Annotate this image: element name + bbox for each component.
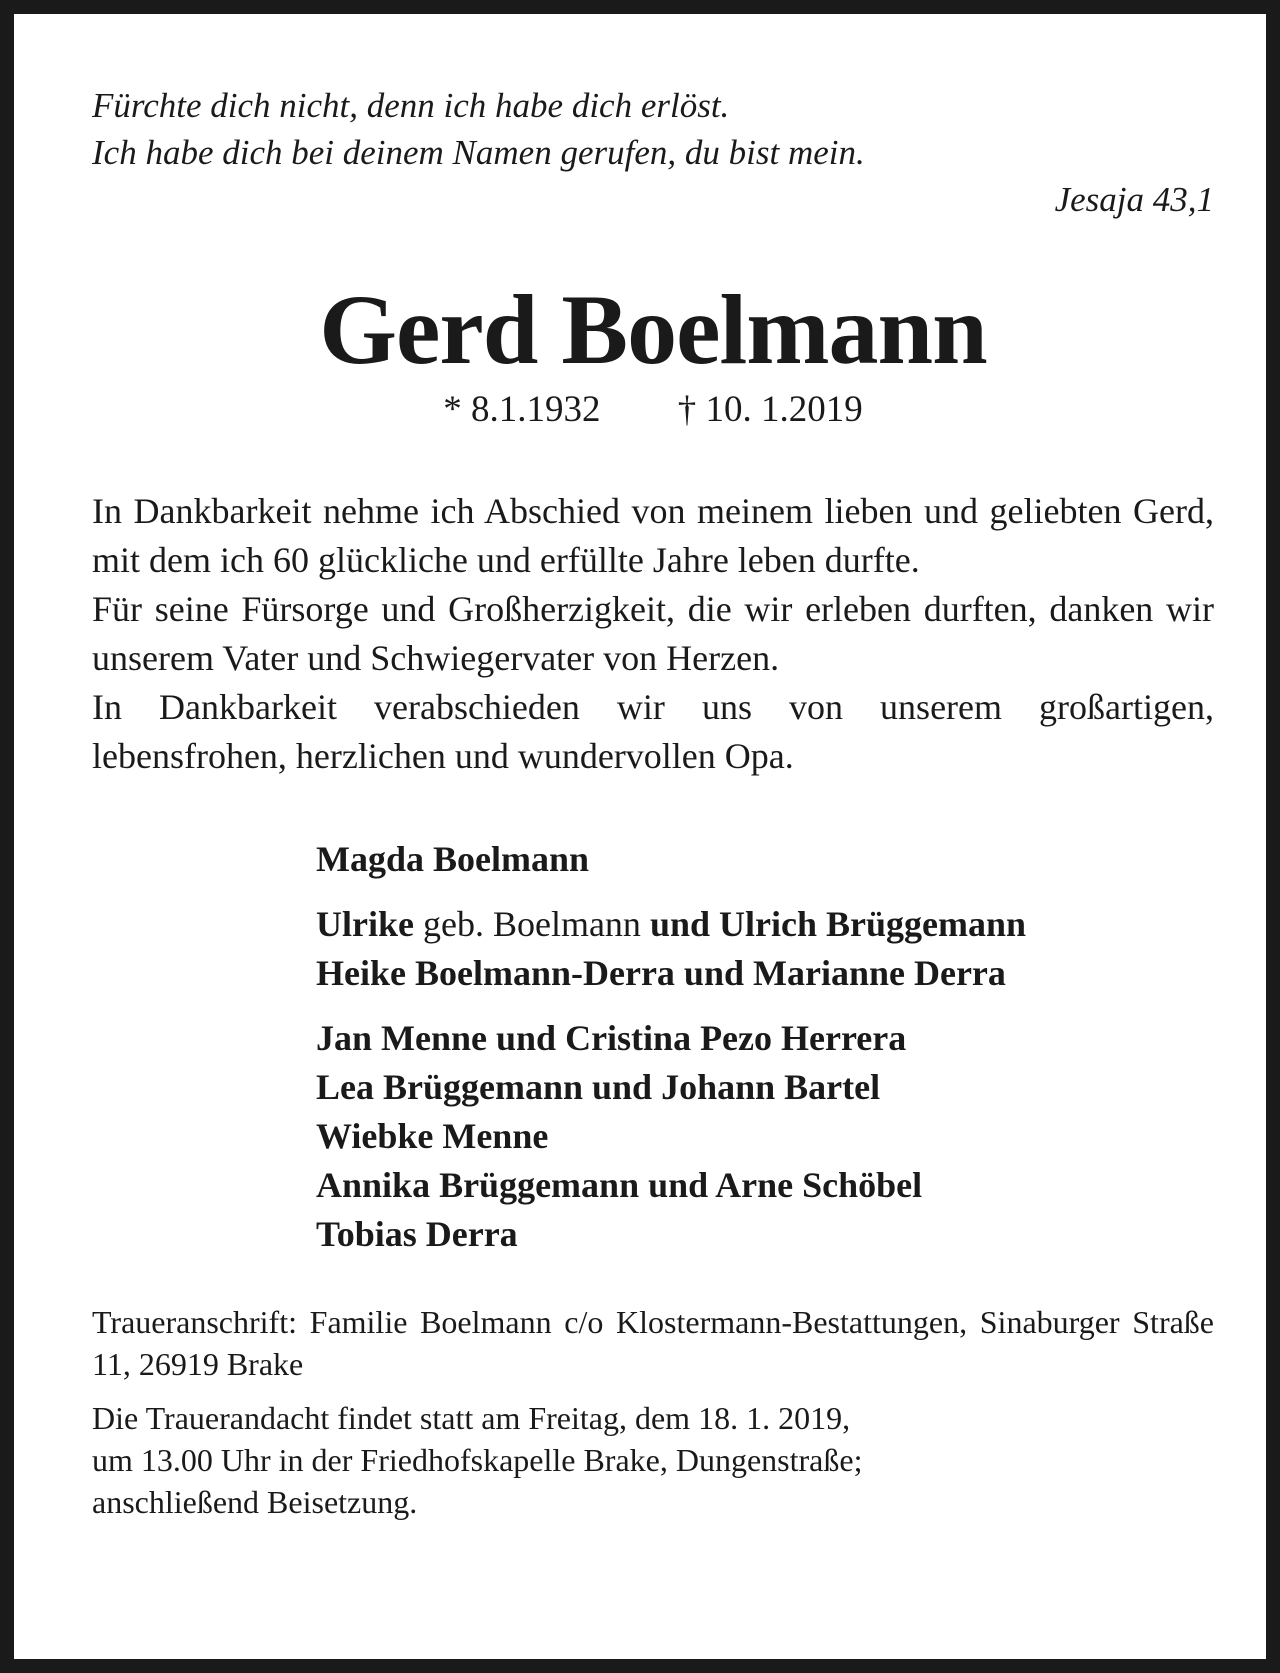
verse-line-2: Ich habe dich bei deinem Namen gerufen, du bist mein. bbox=[92, 133, 865, 172]
funeral-service-info bbox=[92, 1397, 1214, 1523]
mourner-grandchild: Lea Brüggemann und Johann Bartel bbox=[316, 1067, 881, 1107]
birth-date: * 8.1.1932 bbox=[443, 389, 601, 430]
mourner-grandchild: Annika Brüggemann und Arne Schöbel bbox=[316, 1165, 923, 1205]
obituary-content bbox=[92, 82, 1214, 1523]
mourning-address bbox=[92, 1301, 1214, 1385]
farewell-text bbox=[92, 487, 1214, 781]
death-date: † 10. 1.2019 bbox=[677, 389, 863, 430]
verse-reference: Jesaja 43,1 bbox=[1054, 180, 1214, 219]
farewell-paragraph-1: In Dankbarkeit nehme ich Abschied von meinem lieben und geliebten Gerd, mit dem ich 60 glückliche und erfüllte Jahre leben durfte. bbox=[92, 491, 1214, 580]
mourner-child-1-name: Ulrike bbox=[316, 904, 414, 944]
life-dates bbox=[92, 385, 1214, 435]
service-line-2: um 13.00 Uhr in der Friedhofskapelle Brake, Dungenstraße; bbox=[92, 1442, 863, 1478]
farewell-paragraph-2: Für seine Fürsorge und Großherzigkeit, die wir erleben durften, danken wir unserem Vater und Schwiegervater von Herzen. bbox=[92, 589, 1214, 678]
mourner-child-1-nee: geb. Boelmann bbox=[413, 904, 650, 944]
service-line-3: anschließend Beisetzung. bbox=[92, 1484, 418, 1520]
mourners-grandchildren bbox=[316, 1014, 1214, 1259]
bible-verse bbox=[92, 82, 1214, 223]
mourners-children bbox=[316, 900, 1214, 998]
mourner-grandchild: Tobias Derra bbox=[316, 1214, 518, 1254]
service-line-1: Die Trauerandacht findet statt am Freitag, dem 18. 1. 2019, bbox=[92, 1400, 851, 1436]
mourner-spouse: Magda Boelmann bbox=[316, 839, 590, 879]
deceased-name: Gerd Boelmann bbox=[319, 274, 987, 385]
mourner-grandchild: Wiebke Menne bbox=[316, 1116, 549, 1156]
mourners-spouse bbox=[316, 835, 1214, 884]
mourners-list bbox=[316, 835, 1214, 1259]
mourning-address-text: Traueranschrift: Familie Boelmann c/o Klostermann-Bestattungen, Sinaburger Straße 11, 26919 Brake bbox=[92, 1304, 1214, 1382]
farewell-paragraph-3: In Dankbarkeit verabschieden wir uns von unserem großartigen, lebensfrohen, herzlichen und wundervollen Opa. bbox=[92, 687, 1214, 776]
verse-line-1: Fürchte dich nicht, denn ich habe dich erlöst. bbox=[92, 86, 730, 125]
mourner-child-2: Heike Boelmann-Derra und Marianne Derra bbox=[316, 953, 1006, 993]
mourner-grandchild: Jan Menne und Cristina Pezo Herrera bbox=[316, 1018, 907, 1058]
mourner-child-1-partner: und Ulrich Brüggemann bbox=[649, 904, 1027, 944]
mourner-child-1 bbox=[316, 900, 1214, 949]
